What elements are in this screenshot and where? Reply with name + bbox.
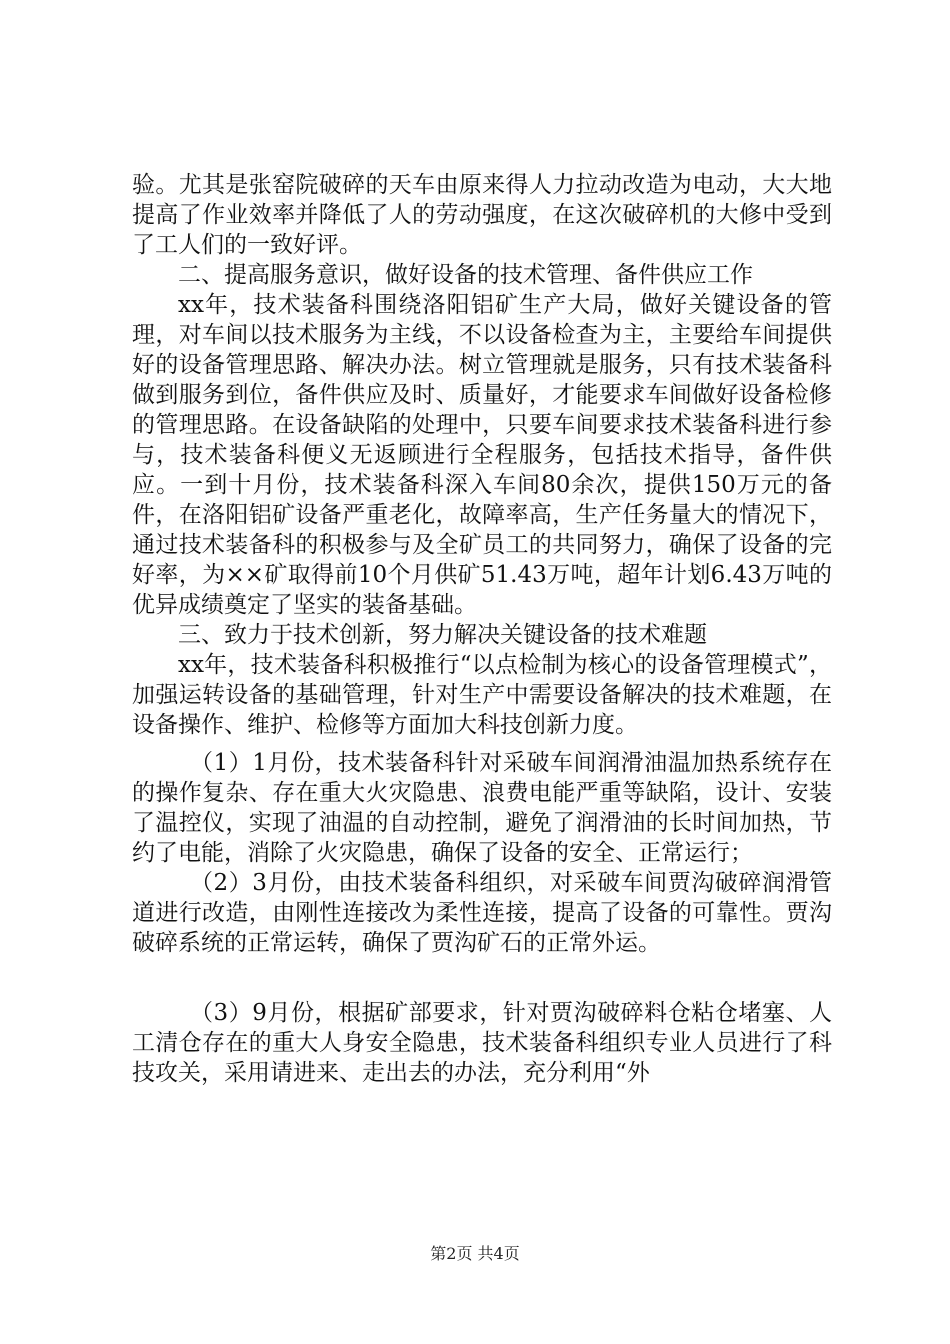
list-item-1: （1）1月份，技术装备科针对采破车间润滑油温加热系统存在的操作复杂、存在重大火灾隐患、浪费电能严重等缺陷，设计、安装了温控仪，实现了油温的自动控制，避免了润滑油的长时间加热，节约了电能，消除了火灾隐患，确保了设备的安全、正常运行；: [132, 750, 832, 866]
list-item-3: （3）9月份，根据矿部要求，针对贾沟破碎料仓粘仓堵塞、人工清仓存在的重大人身安全隐患，技术装备科组织专业人员进行了科技攻关，采用请进来、走出去的办法，充分利用“外: [132, 1000, 832, 1086]
section-heading-3: 三、致力于技术创新，努力解决关键设备的技术难题: [178, 622, 707, 648]
list-item-2: （2）3月份，由技术装备科组织，对采破车间贾沟破碎润滑管道进行改造，由刚性连接改为柔性连接，提高了设备的可靠性。贾沟破碎系统的正常运转，确保了贾沟矿石的正常外运。: [132, 870, 832, 956]
paragraph-service: xx年，技术装备科围绕洛阳铝矿生产大局，做好关键设备的管理，对车间以技术服务为主线，不以设备检查为主，主要给车间提供好的设备管理思路、解决办法。树立管理就是服务，只有技术装备科做到服务到位，备件供应及时、质量好，才能要求车间做好设备检修的管理思路。在设备缺陷的处理中，只要车间要求技术装备科进行参与，技术装备科便义无返顾进行全程服务，包括技术指导，备件供应。一到十月份，技术装备科深入车间80余次，提供150万元的备件，在洛阳铝矿设备严重老化，故障率高，生产任务量大的情况下，通过技术装备科的积极参与及全矿员工的共同努力，确保了设备的完好率，为××矿取得前10个月供矿51.43万吨，超年计划6.43万吨的优异成绩奠定了坚实的装备基础。: [132, 292, 832, 618]
document-body: [132, 170, 832, 1088]
paragraph-continuation: 验。尤其是张窑院破碎的天车由原来得人力拉动改造为电动，大大地提高了作业效率并降低了人的劳动强度，在这次破碎机的大修中受到了工人们的一致好评。: [132, 172, 832, 258]
page-footer: 第2页 共4页: [430, 1244, 520, 1263]
section-heading-2: 二、提高服务意识，做好设备的技术管理、备件供应工作: [178, 262, 753, 288]
paragraph-innovation: xx年，技术装备科积极推行“以点检制为核心的设备管理模式”，加强运转设备的基础管理，针对生产中需要设备解决的技术难题，在设备操作、维护、检修等方面加大科技创新力度。: [132, 652, 832, 738]
